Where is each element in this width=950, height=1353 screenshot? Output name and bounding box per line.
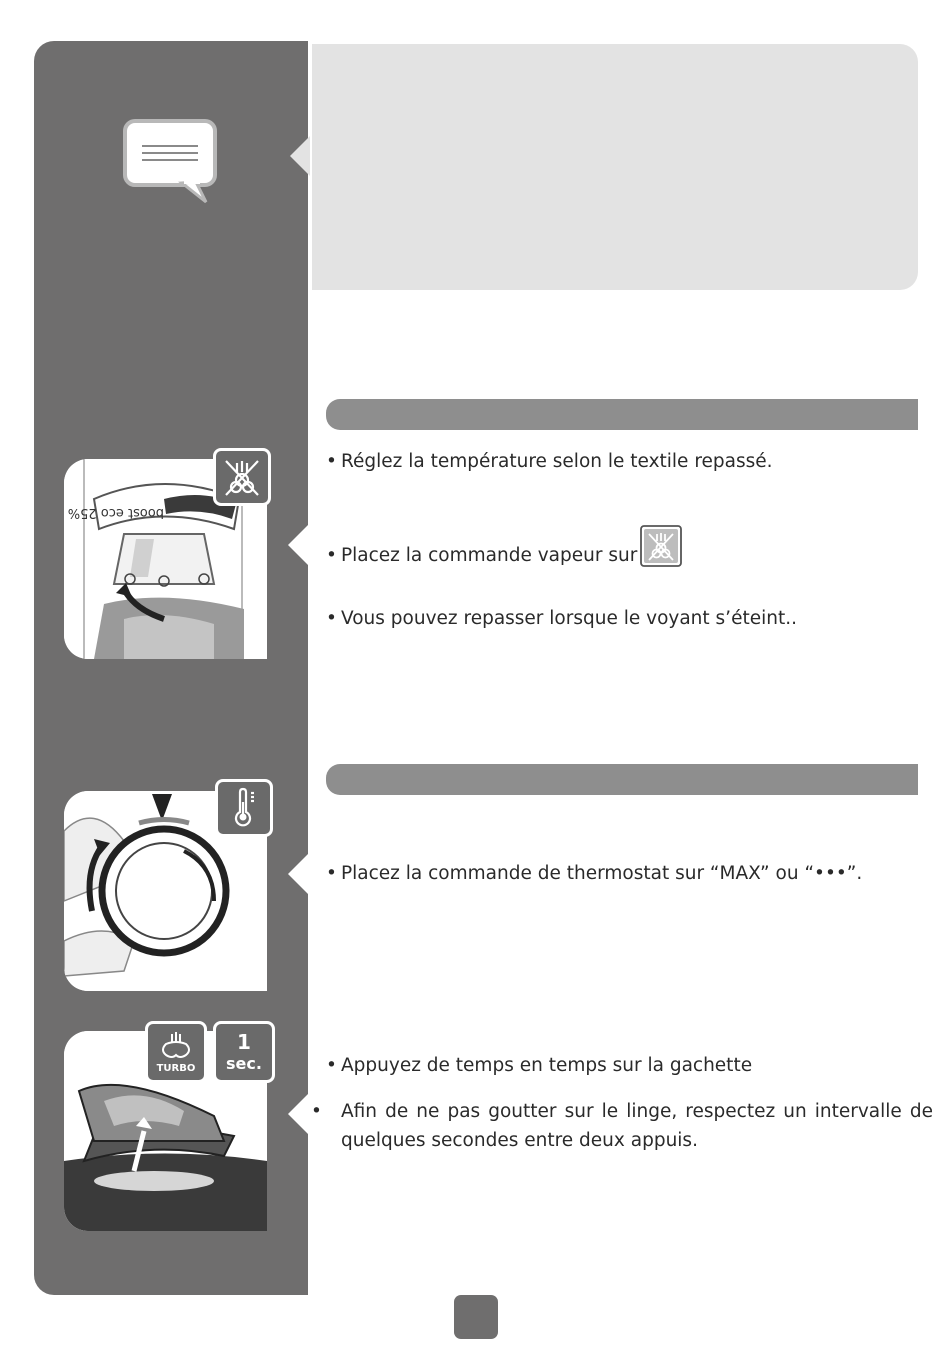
steam-dial-label: boost eco 25% (67, 505, 164, 520)
instruction-steam-control: • Placez la commande vapeur sur (326, 525, 918, 570)
turbo-label: TURBO (156, 1063, 196, 1074)
illustration-notch (288, 1094, 308, 1134)
timer-value: 1 (237, 1030, 251, 1054)
instruction-thermostat-max: • Placez la commande de thermostat sur “MAX” ou “•••”. (326, 863, 863, 884)
no-steam-icon (640, 525, 682, 567)
thermometer-icon (215, 779, 273, 837)
page-number-tab (454, 1295, 498, 1339)
illustration-notch (288, 525, 308, 565)
section-1-header-bar (326, 399, 918, 430)
timer-unit: sec. (226, 1054, 262, 1073)
timer-badge (213, 1021, 275, 1083)
instruction-interval: • Afin de ne pas goutter sur le linge, respectez un intervalle de quelques secondes entre deux appuis. (311, 1101, 933, 1151)
instruction-press-trigger: • Appuyez de temps en temps sur la gachette (326, 1055, 753, 1076)
section-2-header-bar (326, 764, 918, 795)
callout-notch (290, 136, 310, 176)
illustration-notch (288, 854, 308, 894)
note-callout-box (312, 44, 918, 290)
instruction-light-off: • Vous pouvez repasser lorsque le voyant s’éteint.. (326, 608, 797, 629)
instruction-set-temperature: • Réglez la température selon le textile repassé. (326, 451, 773, 472)
speech-bubble-icon (122, 118, 220, 208)
no-steam-icon (213, 448, 271, 506)
turbo-steam-icon (145, 1021, 207, 1083)
